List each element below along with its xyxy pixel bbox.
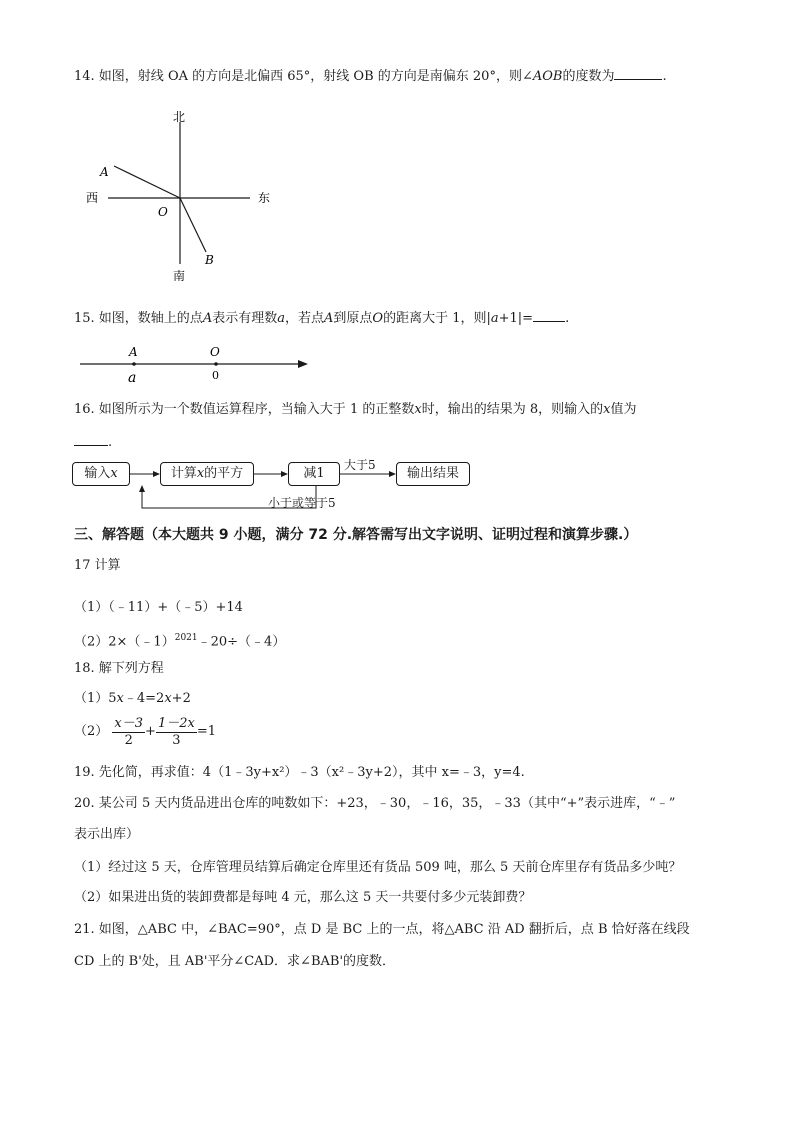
q18-fraction-1 [112, 716, 145, 749]
q17-part2-a: （2）2×（﹣1） [74, 634, 175, 650]
flow-square-b: 的平方 [204, 466, 244, 481]
q16-text [74, 401, 636, 419]
q15-point-o: O [372, 311, 384, 326]
q18-frac1-den: 2 [124, 732, 133, 748]
q16-answer-blank [74, 432, 108, 446]
ray-oa [114, 166, 180, 198]
q16-flowchart [72, 458, 492, 518]
q15-text-b: 表示有理数 [212, 311, 278, 326]
q16-text-c: 值为 [610, 402, 637, 417]
q18-p1-x: x [116, 691, 124, 706]
q18-p1-c: +2 [171, 691, 191, 706]
q16-text-a: 16. 如图所示为一个数值运算程序，当输入大于 1 的正整数 [74, 402, 415, 417]
label-south: 南 [173, 269, 186, 283]
q15-answer-blank [533, 308, 565, 322]
label-a: A [100, 165, 109, 179]
flow-square-box [160, 462, 254, 486]
axis-label-o: O [210, 345, 220, 359]
q18-p1-x2: x [164, 691, 172, 706]
flow-le-label: 小于或等于5 [268, 496, 336, 510]
flow-minus-label: 减1 [303, 466, 325, 481]
q18-plus: + [145, 724, 156, 739]
q15-text [74, 308, 569, 328]
q18-title: 18. 解下列方程 [74, 661, 164, 676]
q14-text-b: 的度数为 [562, 69, 615, 84]
q19-text: 19. 先化简，再求值：4（1﹣3y+x²）﹣3（x²﹣3y+2），其中 x=﹣3，y=4. [74, 765, 525, 780]
label-b: B [205, 253, 214, 267]
q15-var-a: a [277, 311, 285, 326]
q15-text-e: 的距离大于 1，则| [383, 311, 491, 326]
q18-eq: =1 [196, 724, 216, 739]
q15-end: . [565, 311, 570, 326]
q17-title: 17 计算 [74, 558, 121, 573]
q14-end: . [662, 69, 667, 84]
q15-text-d: 到原点 [333, 311, 373, 326]
q20-line1: 20. 某公司 5 天内货品进出仓库的吨数如下：+23，﹣30，﹣16，35，﹣33（其中“+”表示进库，“﹣” [74, 796, 676, 811]
flow-input-box [72, 462, 130, 486]
label-west: 西 [86, 191, 99, 205]
q18-p1-b: ﹣4=2 [123, 691, 165, 706]
flow-square-a: 计算 [170, 466, 197, 481]
q21-line1: 21. 如图，△ABC 中，∠BAC=90°，点 D 是 BC 上的一点，将△ABC 沿 AD 翻折后，点 B 恰好落在线段 [74, 922, 690, 937]
q16-var-x: x [414, 402, 422, 417]
ray-ob [180, 198, 206, 252]
q17-part2-sup: 2021 [174, 633, 198, 643]
axis-arrow [298, 360, 308, 368]
q17-part2-b: ﹣20÷（﹣4） [197, 634, 286, 650]
q18-p1-a: （1）5 [74, 691, 117, 706]
axis-label-var-a: a [128, 370, 137, 386]
label-east: 东 [258, 191, 271, 205]
q14-answer-blank [614, 66, 662, 80]
q17-part1: （1）（﹣11）+（﹣5）+14 [74, 600, 243, 615]
axis-label-a: A [129, 345, 138, 359]
q14-text-a: 14. 如图，射线 OA 的方向是北偏西 65°，射线 OB 的方向是南偏东 20°，则 [74, 69, 522, 84]
q16-answer-line [74, 432, 112, 452]
axis-label-zero: 0 [212, 369, 219, 382]
q18-frac2-den: 3 [172, 732, 181, 748]
section-3-heading: 三、解答题（本大题共 9 小题，满分 72 分.解答需写出文字说明、证明过程和演算步骤.） [74, 527, 638, 543]
point-a-dot [132, 362, 136, 366]
q14-angle: ∠AOB [521, 69, 563, 84]
q18-frac1-num: x－3 [114, 715, 144, 731]
q14-text [74, 66, 667, 86]
flow-input-var: x [110, 466, 118, 481]
q15-text-f: +1|= [498, 311, 534, 326]
q18-part2 [74, 714, 216, 754]
q16-end: . [108, 435, 113, 450]
flow-gt-label: 大于5 [344, 458, 376, 472]
q15-point-a: A [202, 311, 213, 326]
flow-output-box [396, 462, 470, 486]
point-o-dot [214, 362, 218, 366]
label-o: O [158, 205, 168, 219]
q16-text-b: 时，输出的结果为 8，则输入的 [421, 402, 604, 417]
q18-fraction-2 [156, 716, 197, 749]
q15-text-a: 15. 如图，数轴上的点 [74, 311, 203, 326]
q15-expr: a [490, 311, 499, 326]
q15-point-a2: A [324, 311, 334, 326]
q15-number-line [78, 340, 318, 386]
q17-part2 [74, 629, 285, 651]
flow-input-label: 输入 [84, 466, 111, 481]
q18-part1 [74, 690, 191, 708]
q16-var-x2: x [603, 402, 611, 417]
flow-minus-box [288, 462, 340, 486]
flow-square-var: x [196, 466, 205, 481]
q18-frac2-num: 1－2x [157, 715, 195, 731]
q20-part2: （2）如果进出货的装卸费都是每吨 4 元，那么这 5 天一共要付多少元装卸费？ [74, 890, 532, 905]
label-north: 北 [173, 110, 186, 124]
q21-line2: CD 上的 B'处，且 AB'平分∠CAD．求∠BAB'的度数． [74, 954, 396, 969]
q20-line2: 表示出库） [74, 827, 140, 842]
q18-p2-label: （2） [74, 724, 109, 739]
flow-output-label: 输出结果 [406, 466, 459, 481]
q20-part1: （1）经过这 5 天，仓库管理员结算后确定仓库里还有货品 509 吨，那么 5 天前仓库里存有货品多少吨？ [74, 860, 682, 875]
q15-text-c: ，若点 [284, 311, 324, 326]
q14-compass-diagram [80, 104, 280, 284]
